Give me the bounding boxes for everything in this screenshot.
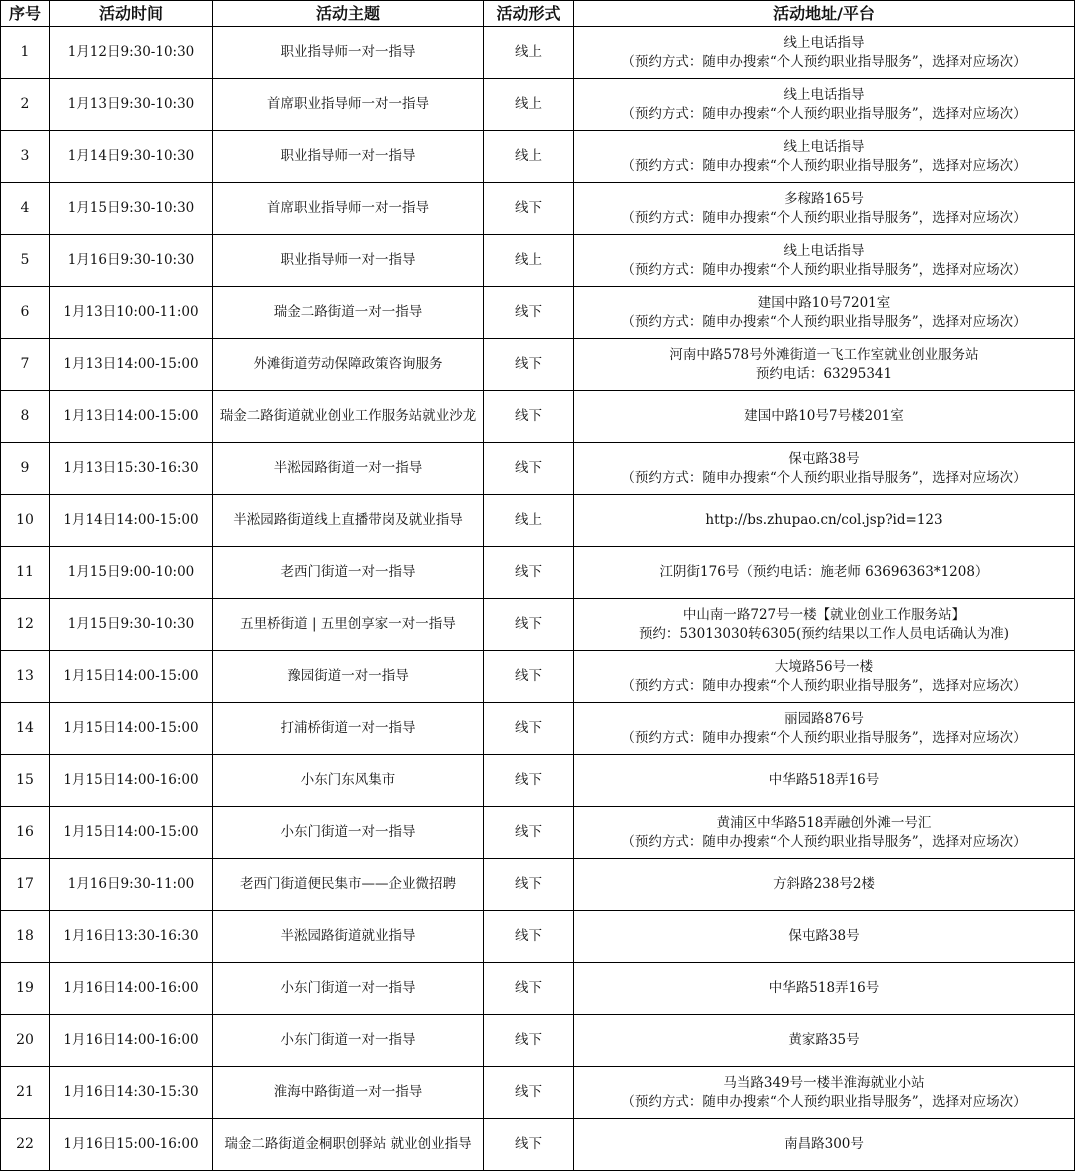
activity-address-cell (574, 807, 1075, 859)
address-line: 建国中路10号7201室 (757, 294, 891, 311)
activity-topic-cell: 小东门街道一对一指导 (213, 963, 484, 1015)
activity-time-cell: 1月13日9:30-10:30 (50, 79, 213, 131)
activity-form-cell: 线下 (484, 859, 574, 911)
activity-time-cell: 1月16日14:00-16:00 (50, 1015, 213, 1067)
address-line: 保屯路38号 (788, 450, 860, 467)
activity-topic-cell: 职业指导师一对一指导 (213, 27, 484, 79)
address-line: 中华路518弄16号 (768, 772, 880, 788)
activity-form-cell: 线下 (484, 1015, 574, 1067)
activity-topic-cell: 职业指导师一对一指导 (213, 235, 484, 287)
activity-time-cell: 1月16日9:30-11:00 (50, 859, 213, 911)
table-row (1, 859, 1075, 911)
activity-topic-cell: 打浦桥街道一对一指导 (213, 703, 484, 755)
activity-address-cell (574, 443, 1075, 495)
activity-form-cell: 线下 (484, 963, 574, 1015)
address-line: 马当路349号一楼半淮海就业小站 (723, 1074, 925, 1091)
row-number-cell: 20 (1, 1015, 50, 1067)
row-number-cell: 4 (1, 183, 50, 235)
activity-time-cell: 1月15日14:00-15:00 (50, 651, 213, 703)
table-row (1, 807, 1075, 859)
header-no: 序号 (1, 1, 50, 27)
activity-form-cell: 线下 (484, 599, 574, 651)
activity-address-cell (574, 1015, 1075, 1067)
booking-line: （预约方式：随申办搜索“个人预约职业指导服务”，选择对应场次） (621, 53, 1027, 70)
booking-line: （预约方式：随申办搜索“个人预约职业指导服务”，选择对应场次） (621, 469, 1027, 486)
table-body (1, 27, 1075, 1171)
activity-address-cell (574, 391, 1075, 443)
activity-address-cell (574, 911, 1075, 963)
row-number-cell: 12 (1, 599, 50, 651)
header-row (1, 1, 1075, 27)
row-number-cell: 22 (1, 1119, 50, 1171)
row-number-cell: 21 (1, 1067, 50, 1119)
booking-line: （预约方式：随申办搜索“个人预约职业指导服务”，选择对应场次） (621, 313, 1027, 330)
table-row (1, 963, 1075, 1015)
activity-topic-cell: 职业指导师一对一指导 (213, 131, 484, 183)
activity-form-cell: 线下 (484, 1067, 574, 1119)
activity-form-cell: 线下 (484, 755, 574, 807)
activity-form-cell: 线下 (484, 339, 574, 391)
activity-time-cell: 1月16日14:00-16:00 (50, 963, 213, 1015)
booking-line: 预约：53013030转6305(预约结果以工作人员电话确认为准) (638, 625, 1010, 642)
activity-time-cell: 1月16日15:00-16:00 (50, 1119, 213, 1171)
header-time: 活动时间 (50, 1, 213, 27)
address-line: 线上电话指导 (783, 242, 865, 259)
address-line: 河南中路578号外滩街道一飞工作室就业创业服务站 (669, 346, 979, 363)
activity-topic-cell: 小东门街道一对一指导 (213, 1015, 484, 1067)
table-row (1, 131, 1075, 183)
table-row (1, 651, 1075, 703)
table-row (1, 1015, 1075, 1067)
activity-topic-cell: 半淞园路街道线上直播带岗及就业指导 (213, 495, 484, 547)
address-line: 黄家路35号 (788, 1032, 860, 1048)
activity-form-cell: 线下 (484, 1119, 574, 1171)
row-number-cell: 5 (1, 235, 50, 287)
activity-form-cell: 线上 (484, 131, 574, 183)
activity-address-cell (574, 287, 1075, 339)
activity-topic-cell: 五里桥街道 | 五里创享家一对一指导 (213, 599, 484, 651)
activity-topic-cell: 半淞园路街道一对一指导 (213, 443, 484, 495)
table-row (1, 391, 1075, 443)
activity-time-cell: 1月16日13:30-16:30 (50, 911, 213, 963)
row-number-cell: 15 (1, 755, 50, 807)
activity-form-cell: 线下 (484, 651, 574, 703)
activity-topic-cell: 外滩街道劳动保障政策咨询服务 (213, 339, 484, 391)
table-row (1, 183, 1075, 235)
row-number-cell: 16 (1, 807, 50, 859)
activity-address-cell (574, 651, 1075, 703)
table-row (1, 1119, 1075, 1171)
activity-form-cell: 线下 (484, 547, 574, 599)
row-number-cell: 17 (1, 859, 50, 911)
activity-form-cell: 线上 (484, 79, 574, 131)
table-row (1, 911, 1075, 963)
table-row (1, 79, 1075, 131)
address-line: 黄浦区中华路518弄融创外滩一号汇 (716, 814, 932, 831)
booking-line: （预约方式：随申办搜索“个人预约职业指导服务”，选择对应场次） (621, 729, 1027, 746)
row-number-cell: 7 (1, 339, 50, 391)
booking-line: （预约方式：随申办搜索“个人预约职业指导服务”，选择对应场次） (621, 157, 1027, 174)
activity-time-cell: 1月15日9:30-10:30 (50, 599, 213, 651)
address-line: 大境路56号一楼 (774, 658, 874, 675)
header-address: 活动地址/平台 (574, 1, 1075, 27)
address-line: 中华路518弄16号 (768, 980, 880, 996)
activity-address-cell (574, 1119, 1075, 1171)
activity-form-cell: 线下 (484, 911, 574, 963)
activity-time-cell: 1月13日10:00-11:00 (50, 287, 213, 339)
address-line: 南昌路300号 (784, 1136, 864, 1152)
activity-address-cell (574, 183, 1075, 235)
activity-form-cell: 线下 (484, 183, 574, 235)
row-number-cell: 6 (1, 287, 50, 339)
activity-topic-cell: 瑞金二路街道金桐职创驿站 就业创业指导 (213, 1119, 484, 1171)
activity-address-cell (574, 547, 1075, 599)
activity-address-cell (574, 79, 1075, 131)
activity-address-cell (574, 495, 1075, 547)
activity-form-cell: 线下 (484, 443, 574, 495)
activity-address-cell (574, 339, 1075, 391)
activity-time-cell: 1月14日9:30-10:30 (50, 131, 213, 183)
activity-address-cell (574, 963, 1075, 1015)
activity-address-cell (574, 859, 1075, 911)
activity-form-cell: 线下 (484, 391, 574, 443)
address-line: 多稼路165号 (784, 190, 864, 207)
address-line: 保屯路38号 (788, 928, 860, 944)
booking-line: 预约电话：63295341 (755, 365, 893, 382)
row-number-cell: 10 (1, 495, 50, 547)
header-topic: 活动主题 (213, 1, 484, 27)
activity-time-cell: 1月15日14:00-15:00 (50, 703, 213, 755)
activity-time-cell: 1月13日14:00-15:00 (50, 339, 213, 391)
activity-topic-cell: 豫园街道一对一指导 (213, 651, 484, 703)
address-line: 线上电话指导 (783, 34, 865, 51)
table-row (1, 443, 1075, 495)
row-number-cell: 11 (1, 547, 50, 599)
activity-time-cell: 1月13日14:00-15:00 (50, 391, 213, 443)
address-line: 丽园路876号 (784, 710, 864, 727)
booking-line: （预约方式：随申办搜索“个人预约职业指导服务”，选择对应场次） (621, 677, 1027, 694)
address-line: 建国中路10号7号楼201室 (744, 408, 904, 424)
table-row (1, 599, 1075, 651)
booking-line: （预约方式：随申办搜索“个人预约职业指导服务”，选择对应场次） (621, 105, 1027, 122)
row-number-cell: 14 (1, 703, 50, 755)
activity-topic-cell: 小东门街道一对一指导 (213, 807, 484, 859)
table-row (1, 287, 1075, 339)
activity-topic-cell: 老西门街道一对一指导 (213, 547, 484, 599)
row-number-cell: 13 (1, 651, 50, 703)
table-row (1, 495, 1075, 547)
activity-topic-cell: 瑞金二路街道就业创业工作服务站就业沙龙 (213, 391, 484, 443)
activity-time-cell: 1月15日14:00-16:00 (50, 755, 213, 807)
address-line: 线上电话指导 (783, 86, 865, 103)
activity-topic-cell: 瑞金二路街道一对一指导 (213, 287, 484, 339)
activity-topic-cell: 老西门街道便民集市——企业微招聘 (213, 859, 484, 911)
activity-form-cell: 线下 (484, 287, 574, 339)
row-number-cell: 19 (1, 963, 50, 1015)
booking-line: （预约方式：随申办搜索“个人预约职业指导服务”，选择对应场次） (621, 833, 1027, 850)
row-number-cell: 18 (1, 911, 50, 963)
activity-time-cell: 1月16日9:30-10:30 (50, 235, 213, 287)
row-number-cell: 8 (1, 391, 50, 443)
activity-time-cell: 1月12日9:30-10:30 (50, 27, 213, 79)
activity-topic-cell: 淮海中路街道一对一指导 (213, 1067, 484, 1119)
booking-line: （预约方式：随申办搜索“个人预约职业指导服务”，选择对应场次） (621, 261, 1027, 278)
table-row (1, 339, 1075, 391)
activity-address-cell (574, 703, 1075, 755)
activity-topic-cell: 半淞园路街道就业指导 (213, 911, 484, 963)
address-line: 江阴街176号（预约电话：施老师 63696363*1208） (659, 564, 989, 580)
activity-time-cell: 1月15日9:00-10:00 (50, 547, 213, 599)
address-line: 方斜路238号2楼 (773, 876, 875, 892)
row-number-cell: 1 (1, 27, 50, 79)
booking-line: （预约方式：随申办搜索“个人预约职业指导服务”，选择对应场次） (621, 209, 1027, 226)
activity-topic-cell: 首席职业指导师一对一指导 (213, 79, 484, 131)
activity-topic-cell: 首席职业指导师一对一指导 (213, 183, 484, 235)
activity-form-cell: 线下 (484, 807, 574, 859)
activity-form-cell: 线下 (484, 703, 574, 755)
activity-time-cell: 1月14日14:00-15:00 (50, 495, 213, 547)
activity-time-cell: 1月15日9:30-10:30 (50, 183, 213, 235)
table-row (1, 27, 1075, 79)
activity-time-cell: 1月15日14:00-15:00 (50, 807, 213, 859)
activity-address-cell (574, 755, 1075, 807)
row-number-cell: 2 (1, 79, 50, 131)
address-line: 线上电话指导 (783, 138, 865, 155)
activity-address-cell (574, 599, 1075, 651)
table-row (1, 235, 1075, 287)
table-row (1, 755, 1075, 807)
address-line: http://bs.zhupao.cn/col.jsp?id=123 (705, 512, 943, 528)
activity-topic-cell: 小东门东风集市 (213, 755, 484, 807)
booking-line: （预约方式：随申办搜索“个人预约职业指导服务”，选择对应场次） (621, 1093, 1027, 1110)
table-header (1, 1, 1075, 27)
activity-address-cell (574, 1067, 1075, 1119)
activity-address-cell (574, 27, 1075, 79)
activity-address-cell (574, 131, 1075, 183)
activity-time-cell: 1月13日15:30-16:30 (50, 443, 213, 495)
activity-form-cell: 线上 (484, 235, 574, 287)
header-form: 活动形式 (484, 1, 574, 27)
table-row (1, 1067, 1075, 1119)
activity-address-cell (574, 235, 1075, 287)
activity-time-cell: 1月16日14:30-15:30 (50, 1067, 213, 1119)
activity-form-cell: 线上 (484, 495, 574, 547)
table-row (1, 703, 1075, 755)
row-number-cell: 9 (1, 443, 50, 495)
row-number-cell: 3 (1, 131, 50, 183)
activity-form-cell: 线上 (484, 27, 574, 79)
address-line: 中山南一路727号一楼【就业创业工作服务站】 (682, 606, 966, 623)
table-row (1, 547, 1075, 599)
